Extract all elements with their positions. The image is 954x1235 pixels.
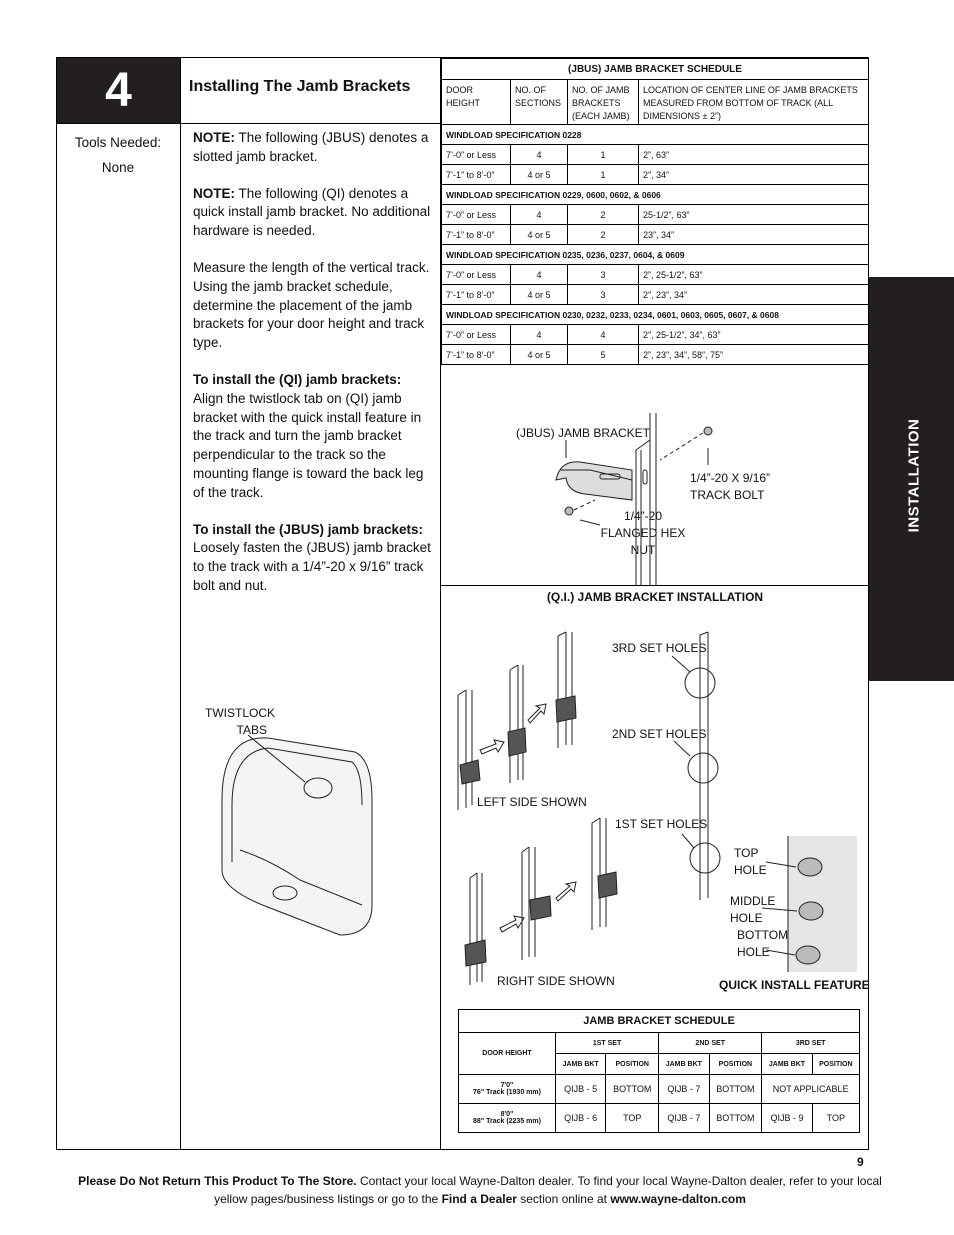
tools-value: None <box>101 160 135 175</box>
table-cell: 4 <box>568 325 639 345</box>
section-divider <box>441 585 869 586</box>
table-cell: 2 <box>568 225 639 245</box>
track-length-value: 88" Track (2235 mm) <box>473 1118 541 1125</box>
tools-label: Tools Needed: <box>74 135 162 150</box>
set-header: 2ND SET <box>659 1033 762 1054</box>
table-cell: BOTTOM <box>709 1104 762 1133</box>
sub-header: JAMB BKT <box>556 1054 606 1075</box>
hole-label-line: HOLE <box>737 945 770 959</box>
table-cell: 4 <box>511 145 568 165</box>
set-header: 1ST SET <box>556 1033 659 1054</box>
bolt-label-line: TRACK BOLT <box>690 488 765 502</box>
table-cell: BOTTOM <box>709 1075 762 1104</box>
qi-text: Align the twistlock tab on (QI) jamb bracket with the quick install feature in the track and turn the jamb bracket perpendicular to the track so the mounting flange is toward the back leg of the track. <box>193 390 424 500</box>
step-title: Installing The Jamb Brackets <box>189 78 411 95</box>
hole-label-line: TOP <box>734 846 759 860</box>
bolt-label <box>690 470 770 504</box>
column-divider <box>180 58 181 1149</box>
table-cell: BOTTOM <box>606 1075 659 1104</box>
table-row <box>442 205 869 225</box>
table-row <box>442 265 869 285</box>
middle-hole-label <box>730 893 775 927</box>
jbus-text: Loosely fasten the (JBUS) jamb bracket to the track with a 1/4”-20 x 9/16” track bolt and nut. <box>193 540 431 593</box>
column-header: DOOR HEIGHT <box>442 80 511 125</box>
table-cell: 2”, 25-1/2”, 63” <box>639 265 869 285</box>
table-row <box>442 145 869 165</box>
sub-header: POSITION <box>606 1054 659 1075</box>
jbus-heading: To install the (JBUS) jamb brackets: <box>193 521 424 537</box>
door-height-value: 7'0" <box>500 1082 514 1089</box>
qi-diagram-title: (Q.I.) JAMB BRACKET INSTALLATION <box>546 590 764 604</box>
table-cell: QIJB - 5 <box>556 1075 606 1104</box>
set2-label: 2ND SET HOLES <box>612 727 707 741</box>
hole-label-line: MIDDLE <box>730 894 776 908</box>
nut-label-line: 1/4”-20 <box>623 509 663 523</box>
table-cell: 7’-1” to 8’-0” <box>442 225 511 245</box>
table-cell: 2”, 23”, 34”, 58”, 75” <box>639 345 869 365</box>
table-row <box>442 165 869 185</box>
quick-install-feature-label: QUICK INSTALL FEATURE <box>719 978 870 992</box>
sub-header: JAMB BKT <box>659 1054 709 1075</box>
table-cell: 4 or 5 <box>511 345 568 365</box>
table-cell: QIJB - 6 <box>556 1104 606 1133</box>
table-cell: 3 <box>568 265 639 285</box>
spec-title: WINDLOAD SPECIFICATION 0235, 0236, 0237, 0604, & 0609 <box>442 245 869 265</box>
table-cell: 5 <box>568 345 639 365</box>
jbus-schedule-table <box>441 58 869 365</box>
set1-label: 1ST SET HOLES <box>615 817 708 831</box>
table-cell: 2 <box>568 205 639 225</box>
bottom-hole-label <box>737 927 788 961</box>
section-tab-label: INSTALLATION <box>905 418 923 533</box>
nut-label <box>598 508 688 559</box>
note-1 <box>193 129 433 167</box>
table-cell: 4 <box>511 205 568 225</box>
twistlock-label-line: TWISTLOCK <box>205 706 276 720</box>
find-dealer-link[interactable]: Find a Dealer <box>441 1192 517 1206</box>
note-2 <box>193 185 433 241</box>
header-divider <box>57 123 441 124</box>
sub-header: JAMB BKT <box>762 1054 812 1075</box>
qi-instructions <box>193 371 433 503</box>
column-header: NO. OF JAMB BRACKETS (EACH JAMB) <box>568 80 639 125</box>
set-header: 3RD SET <box>762 1033 860 1054</box>
door-height-cell <box>459 1075 556 1104</box>
jbus-bracket-label: (JBUS) JAMB BRACKET <box>516 426 651 440</box>
twistlock-label-line: TABS <box>236 723 267 737</box>
table-cell: 7’-0” or Less <box>442 325 511 345</box>
table-cell: 2”, 23”, 34” <box>639 285 869 305</box>
table-row <box>442 345 869 365</box>
hole-label-line: HOLE <box>730 911 763 925</box>
table-cell: QIJB - 9 <box>762 1104 812 1133</box>
right-side-label: RIGHT SIDE SHOWN <box>497 974 615 988</box>
left-side-label: LEFT SIDE SHOWN <box>477 795 587 809</box>
qi-schedule-table <box>458 1009 860 1133</box>
hole-label-line: BOTTOM <box>737 928 789 942</box>
table-cell: QIJB - 7 <box>659 1104 709 1133</box>
bolt-label-line: 1/4”-20 X 9/16” <box>690 471 771 485</box>
spec-title: WINDLOAD SPECIFICATION 0229, 0600, 0602, & 0606 <box>442 185 869 205</box>
instructions <box>193 129 433 614</box>
table-cell: 25-1/2”, 63” <box>639 205 869 225</box>
table-cell: 2”, 34” <box>639 165 869 185</box>
table-cell: 1 <box>568 165 639 185</box>
table-cell: 4 <box>511 265 568 285</box>
spec-title: WINDLOAD SPECIFICATION 0230, 0232, 0233, 0234, 0601, 0603, 0605, 0607, & 0608 <box>442 305 869 325</box>
table-cell: 23”, 34” <box>639 225 869 245</box>
table-row <box>442 285 869 305</box>
table-cell: 4 or 5 <box>511 285 568 305</box>
note-label: NOTE: <box>193 130 235 145</box>
table-cell: 4 or 5 <box>511 225 568 245</box>
nut-label-line: FLANGED HEX <box>600 526 686 540</box>
nut-label-line: NUT <box>630 543 656 557</box>
table-row <box>442 225 869 245</box>
page-number: 9 <box>857 1155 864 1169</box>
note-text: The following (JBUS) denotes a slotted jamb bracket. <box>193 130 429 164</box>
twistlock-label <box>205 705 276 739</box>
footer <box>60 1172 900 1208</box>
qi-heading: To install the (QI) jamb brackets: <box>193 371 402 387</box>
table-caption: JAMB BRACKET SCHEDULE <box>459 1010 860 1033</box>
table-cell: TOP <box>606 1104 659 1133</box>
column-header: NO. OF SECTIONS <box>511 80 568 125</box>
table-cell: NOT APPLICABLE <box>762 1075 860 1104</box>
table-cell: 4 or 5 <box>511 165 568 185</box>
table-cell: TOP <box>812 1104 859 1133</box>
footer-warning: Please Do Not Return This Product To The Store. <box>78 1174 357 1188</box>
top-hole-label <box>734 845 767 879</box>
table-cell: 4 <box>511 325 568 345</box>
note-label: NOTE: <box>193 185 235 201</box>
footer-text: section online at <box>516 1192 611 1206</box>
table-cell: 2”, 25-1/2”, 34”, 63” <box>639 325 869 345</box>
track-length-value: 76" Track (1930 mm) <box>473 1089 541 1096</box>
table-row <box>442 325 869 345</box>
spec-title: WINDLOAD SPECIFICATION 0228 <box>442 125 869 145</box>
table-cell: 7’-1” to 8’-0” <box>442 165 511 185</box>
door-height-cell <box>459 1104 556 1133</box>
hole-label-line: HOLE <box>734 863 767 877</box>
table-cell: 7’-1” to 8’-0” <box>442 345 511 365</box>
table-cell: 7’-0” or Less <box>442 265 511 285</box>
tools-needed <box>60 130 176 180</box>
table-cell: 3 <box>568 285 639 305</box>
note-text: The following (QI) denotes a quick install jamb bracket. No additional hardware is needed. <box>193 185 431 239</box>
footer-text: Contact your local Wayne-Dalton dealer. To find your local Wayne-Dalton dealer, refer to your local yellow pages/business listings or go to the <box>214 1174 882 1206</box>
table-cell: 7’-0” or Less <box>442 205 511 225</box>
table-cell: 7’-0” or Less <box>442 145 511 165</box>
table-caption: (JBUS) JAMB BRACKET SCHEDULE <box>442 59 869 80</box>
sub-header: POSITION <box>709 1054 762 1075</box>
jbus-instructions <box>193 521 433 596</box>
website-link[interactable]: www.wayne-dalton.com <box>610 1192 746 1206</box>
sub-header: POSITION <box>812 1054 859 1075</box>
table-cell: 1 <box>568 145 639 165</box>
door-height-value: 8'0" <box>500 1111 514 1118</box>
door-height-header: DOOR HEIGHT <box>459 1033 556 1075</box>
measure-text: Measure the length of the vertical track. Using the jamb bracket schedule, determine the placement of the jamb brackets for your door height and track type. <box>193 259 430 351</box>
set3-label: 3RD SET HOLES <box>612 641 707 655</box>
table-cell: 7’-1” to 8’-0” <box>442 285 511 305</box>
table-cell: QIJB - 7 <box>659 1075 709 1104</box>
step-number: 4 <box>57 58 180 123</box>
column-header: LOCATION OF CENTER LINE OF JAMB BRACKETS MEASURED FROM BOTTOM OF TRACK (ALL DIMENSIONS ± 2”) <box>639 80 869 125</box>
section-tab <box>869 277 954 681</box>
table-cell: 2”, 63” <box>639 145 869 165</box>
